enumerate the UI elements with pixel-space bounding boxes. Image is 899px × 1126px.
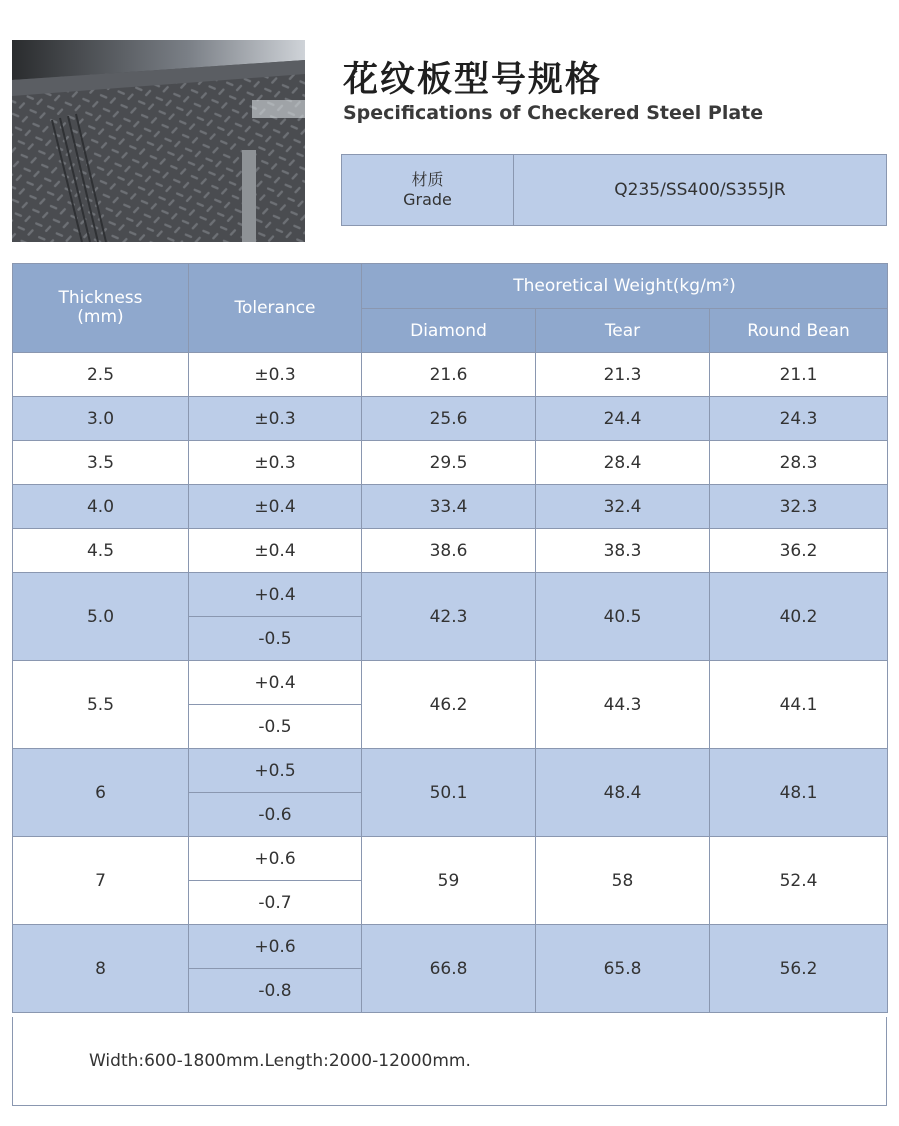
cell-round-bean: 24.3 [710, 397, 888, 441]
cell-tolerance: ±0.3 [189, 397, 362, 441]
cell-round-bean: 28.3 [710, 441, 888, 485]
cell-round-bean: 44.1 [710, 661, 888, 749]
table-row [13, 837, 888, 881]
cell-thickness: 7 [13, 837, 189, 925]
cell-thickness: 5.5 [13, 661, 189, 749]
header-diamond: Diamond [362, 309, 536, 353]
cell-tolerance-plus: +0.4 [189, 661, 362, 705]
table-row [13, 353, 888, 397]
cell-tolerance-plus: +0.6 [189, 837, 362, 881]
cell-round-bean: 52.4 [710, 837, 888, 925]
header-tear: Tear [536, 309, 710, 353]
table-row [13, 749, 888, 793]
cell-tolerance-minus: -0.8 [189, 969, 362, 1013]
steel-plate-image [12, 40, 305, 242]
header-theoretical-weight: Theoretical Weight(kg/m²) [362, 264, 888, 309]
spec-table [12, 263, 888, 1013]
cell-tolerance-plus: +0.6 [189, 925, 362, 969]
grade-label-english: Grade [403, 190, 452, 209]
header-thickness-line2: (mm) [77, 307, 124, 327]
cell-round-bean: 32.3 [710, 485, 888, 529]
cell-diamond: 33.4 [362, 485, 536, 529]
grade-label [342, 155, 514, 225]
cell-diamond: 21.6 [362, 353, 536, 397]
cell-diamond: 42.3 [362, 573, 536, 661]
cell-tear: 28.4 [536, 441, 710, 485]
cell-diamond: 50.1 [362, 749, 536, 837]
table-row [13, 485, 888, 529]
cell-tolerance: ±0.3 [189, 441, 362, 485]
cell-diamond: 66.8 [362, 925, 536, 1013]
table-row [13, 925, 888, 969]
cell-thickness: 2.5 [13, 353, 189, 397]
cell-thickness: 3.0 [13, 397, 189, 441]
cell-thickness: 3.5 [13, 441, 189, 485]
cell-round-bean: 48.1 [710, 749, 888, 837]
dimensions-note-text: Width:600-1800mm.Length:2000-12000mm. [89, 1051, 471, 1071]
cell-diamond: 59 [362, 837, 536, 925]
cell-round-bean: 36.2 [710, 529, 888, 573]
cell-thickness: 4.0 [13, 485, 189, 529]
cell-thickness: 4.5 [13, 529, 189, 573]
cell-tear: 48.4 [536, 749, 710, 837]
header-thickness-line1: Thickness [58, 288, 143, 308]
cell-thickness: 8 [13, 925, 189, 1013]
cell-tear: 58 [536, 837, 710, 925]
cell-diamond: 38.6 [362, 529, 536, 573]
table-row [13, 661, 888, 705]
cell-diamond: 29.5 [362, 441, 536, 485]
cell-tear: 44.3 [536, 661, 710, 749]
cell-tear: 40.5 [536, 573, 710, 661]
cell-tear: 24.4 [536, 397, 710, 441]
header-tolerance: Tolerance [189, 264, 362, 353]
cell-diamond: 46.2 [362, 661, 536, 749]
cell-tear: 38.3 [536, 529, 710, 573]
cell-tolerance-minus: -0.5 [189, 617, 362, 661]
cell-diamond: 25.6 [362, 397, 536, 441]
cell-tolerance-plus: +0.4 [189, 573, 362, 617]
product-photo [12, 40, 305, 242]
page-title-english: Specifications of Checkered Steel Plate [343, 102, 764, 124]
cell-round-bean: 40.2 [710, 573, 888, 661]
cell-tolerance: ±0.3 [189, 353, 362, 397]
cell-round-bean: 21.1 [710, 353, 888, 397]
cell-tear: 32.4 [536, 485, 710, 529]
cell-tolerance: ±0.4 [189, 529, 362, 573]
grade-label-chinese: 材质 [411, 170, 444, 189]
table-row [13, 397, 888, 441]
table-row [13, 529, 888, 573]
cell-tolerance-plus: +0.5 [189, 749, 362, 793]
cell-tolerance-minus: -0.6 [189, 793, 362, 837]
grade-box [341, 154, 887, 226]
cell-tolerance-minus: -0.5 [189, 705, 362, 749]
header-round-bean: Round Bean [710, 309, 888, 353]
cell-thickness: 6 [13, 749, 189, 837]
cell-thickness: 5.0 [13, 573, 189, 661]
header-thickness [13, 264, 189, 353]
table-header-row [13, 264, 888, 309]
cell-tolerance-minus: -0.7 [189, 881, 362, 925]
page-title-chinese: 花纹板型号规格 [343, 60, 603, 100]
dimensions-note [12, 1017, 887, 1106]
table-row [13, 573, 888, 617]
cell-tear: 65.8 [536, 925, 710, 1013]
grade-value: Q235/SS400/S355JR [614, 180, 786, 200]
cell-tolerance: ±0.4 [189, 485, 362, 529]
table-row [13, 441, 888, 485]
cell-tear: 21.3 [536, 353, 710, 397]
cell-round-bean: 56.2 [710, 925, 888, 1013]
